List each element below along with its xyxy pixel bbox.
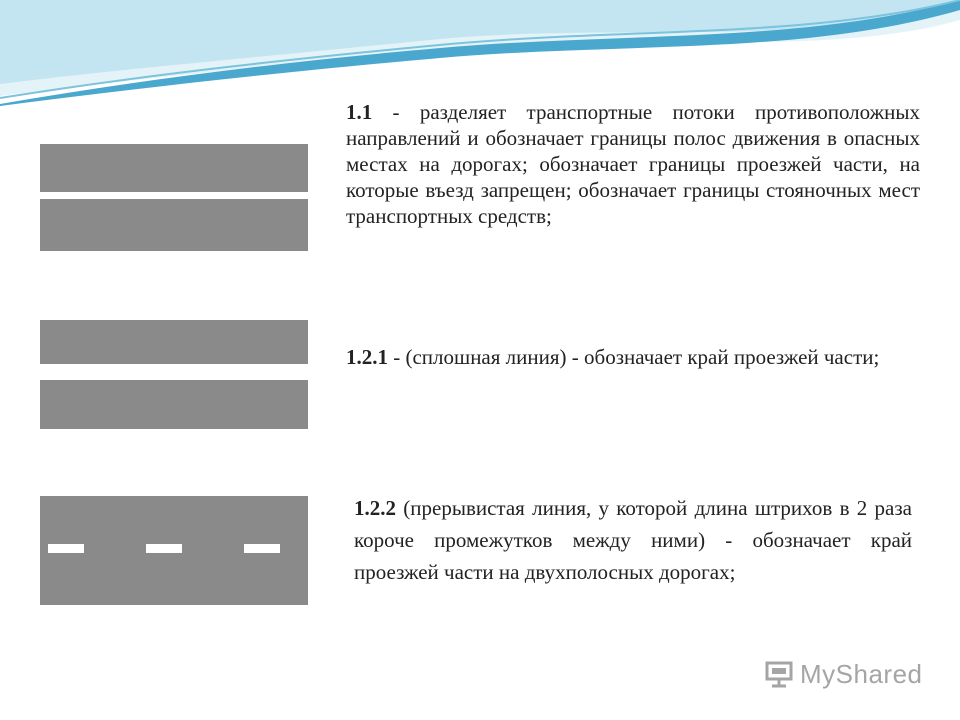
dashed-marking-stroke: [48, 544, 84, 553]
marking-code: 1.2.1: [346, 345, 388, 369]
marking-description-1-1: [346, 99, 920, 229]
marking-description-1-2-1: [346, 340, 920, 374]
marking-text: (прерывистая линия, у которой длина штрихов в 2 раза короче промежутков между ними) - обозначает край проезжей части на двухполосных дорогах;: [354, 496, 912, 584]
dashed-marking-stroke: [146, 544, 182, 553]
myshared-logo: [764, 656, 923, 692]
presentation-board-icon: [764, 659, 794, 689]
road-marking-1-2-1-upper-lane: [40, 320, 308, 364]
marking-text: - разделяет транспортные потоки противоположных направлений и обозначает границы полос движения в опасных местах на дорогах; обозначает границы проезжей части, на которые въезд запрещен; обозначает границы стояночных мест транспортных средств;: [346, 100, 920, 228]
road-marking-1-1-upper-lane: [40, 144, 308, 192]
marking-code: 1.1: [346, 100, 373, 124]
road-marking-1-2-2-road: [40, 496, 308, 605]
road-marking-1-2-1-lower-lane: [40, 380, 308, 429]
marking-code: 1.2.2: [354, 496, 396, 520]
logo-text: MyShared: [800, 658, 923, 689]
marking-text: - (сплошная линия) - обозначает край проезжей части;: [388, 345, 880, 369]
dashed-marking-stroke: [244, 544, 280, 553]
header-wave-decoration: [0, 0, 960, 110]
road-marking-1-1-lower-lane: [40, 199, 308, 251]
marking-description-1-2-2: [354, 492, 912, 588]
